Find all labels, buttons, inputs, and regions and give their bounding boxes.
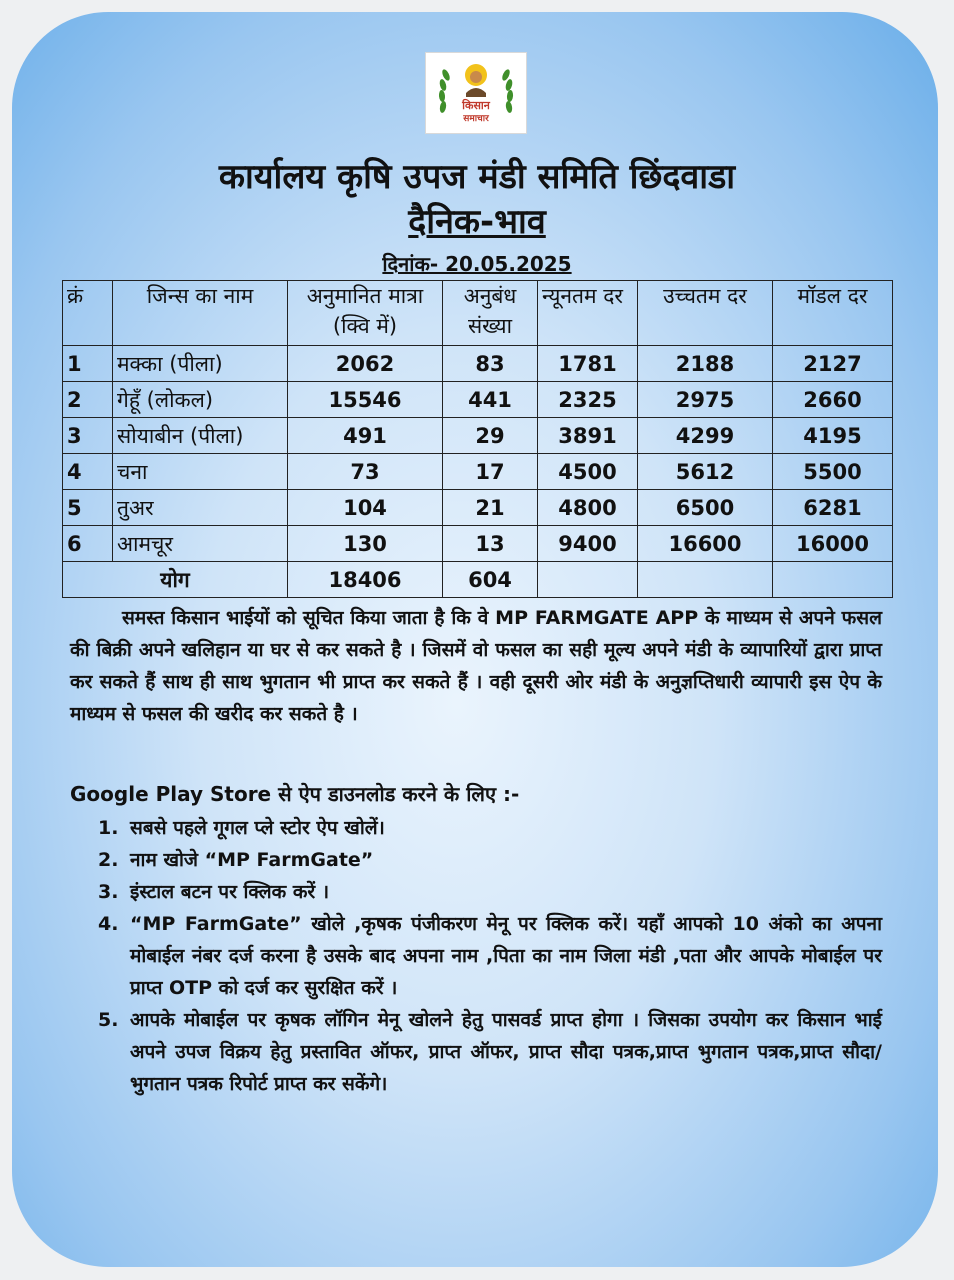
column-header: मॉडल दर	[773, 281, 893, 346]
modal-rate-cell: 16000	[773, 526, 893, 562]
step-text: सबसे पहले गूगल प्ले स्टोर ऐप खोलें।	[130, 817, 385, 839]
empty-cell	[638, 562, 773, 598]
column-header: अनुमानित मात्रा (क्वि में)	[288, 281, 443, 346]
list-item	[98, 844, 882, 876]
column-header: क्रं	[63, 281, 113, 346]
column-header: अनुबंध संख्या	[443, 281, 538, 346]
commodity-cell: चना	[113, 454, 288, 490]
commodity-cell: सोयाबीन (पीला)	[113, 418, 288, 454]
table-header-row	[63, 281, 893, 346]
serial-cell: 4	[63, 454, 113, 490]
modal-rate-cell: 2127	[773, 346, 893, 382]
total-contracts: 604	[443, 562, 538, 598]
max-rate-cell: 6500	[638, 490, 773, 526]
kisan-samachar-logo	[425, 52, 527, 134]
modal-rate-cell: 6281	[773, 490, 893, 526]
commodity-cell: आमचूर	[113, 526, 288, 562]
quantity-cell: 15546	[288, 382, 443, 418]
step-text: आपके मोबाईल पर कृषक लॉगिन मेनू खोलने हेतु पासवर्ड प्राप्त होगा । जिसका उपयोग कर किसान भाई अपने उपज विक्रय हेतु प्रस्तावित ऑफर, प्राप्त ऑफर, प्राप्त सौदा पत्रक,प्राप्त भुगतान पत्रक,प्राप्त सौदा/भुगतान पत्रक रिपोर्ट प्राप्त कर सकेंगे।	[130, 1009, 882, 1095]
total-label: योग	[63, 562, 288, 598]
quantity-cell: 73	[288, 454, 443, 490]
commodity-cell: मक्का (पीला)	[113, 346, 288, 382]
quantity-cell: 130	[288, 526, 443, 562]
max-rate-cell: 5612	[638, 454, 773, 490]
min-rate-cell: 1781	[538, 346, 638, 382]
list-item	[98, 908, 882, 1004]
table-row	[63, 346, 893, 382]
daily-rates-table	[62, 280, 893, 598]
modal-rate-cell: 4195	[773, 418, 893, 454]
contracts-cell: 29	[443, 418, 538, 454]
column-header: जिन्स का नाम	[113, 281, 288, 346]
step-number: 3.	[98, 881, 119, 903]
empty-cell	[538, 562, 638, 598]
step-text: “MP FarmGate” खोले ,कृषक पंजीकरण मेनू पर क्लिक करें। यहाँ आपको 10 अंको का अपना मोबाईल नंबर दर्ज करना है उसके बाद अपना नाम ,पिता का नाम जिला मंडी ,पता और आपके मोबाईल पर प्राप्त OTP को दर्ज कर सुरक्षित करें ।	[130, 913, 882, 999]
farmgate-notice: समस्त किसान भाईयों को सूचित किया जाता है कि वे MP FARMGATE APP के माध्यम से अपने फसल की बिक्री अपने खलिहान या घर से कर सकते है । जिसमें वो फसल का सही मूल्य अपने मंडी के व्यापारियों द्वारा प्राप्त कर सकते हैं साथ ही साथ भुगतान भी प्राप्त कर सकते हैं । वही दूसरी ओर मंडी के अनुज्ञप्तिधारी व्यापारी इस ऐप के माध्यम से फसल की खरीद कर सकते है ।	[70, 607, 882, 725]
logo-line2: समाचार	[463, 114, 489, 124]
min-rate-cell: 4500	[538, 454, 638, 490]
logo-line1: किसान	[462, 99, 490, 112]
download-instructions-heading: Google Play Store से ऐप डाउनलोड करने के लिए :-	[70, 782, 520, 806]
step-number: 2.	[98, 849, 119, 871]
table-row	[63, 490, 893, 526]
step-text: इंस्टाल बटन पर क्लिक करें ।	[130, 881, 330, 903]
list-item	[98, 876, 882, 908]
step-number: 1.	[98, 817, 119, 839]
contracts-cell: 21	[443, 490, 538, 526]
modal-rate-cell: 2660	[773, 382, 893, 418]
table-row	[63, 454, 893, 490]
min-rate-cell: 2325	[538, 382, 638, 418]
serial-cell: 5	[63, 490, 113, 526]
quantity-cell: 104	[288, 490, 443, 526]
contracts-cell: 83	[443, 346, 538, 382]
column-header: उच्चतम दर	[638, 281, 773, 346]
min-rate-cell: 4800	[538, 490, 638, 526]
step-number: 5.	[98, 1009, 119, 1031]
empty-cell	[773, 562, 893, 598]
quantity-cell: 2062	[288, 346, 443, 382]
step-number: 4.	[98, 913, 119, 935]
page-title: कार्यालय कृषि उपज मंडी समिति छिंदवाडा	[218, 157, 736, 197]
download-steps-list	[98, 812, 882, 1100]
quantity-cell: 491	[288, 418, 443, 454]
column-header: न्यूनतम दर	[538, 281, 638, 346]
commodity-cell: तुअर	[113, 490, 288, 526]
serial-cell: 6	[63, 526, 113, 562]
serial-cell: 3	[63, 418, 113, 454]
total-row	[63, 562, 893, 598]
serial-cell: 2	[63, 382, 113, 418]
serial-cell: 1	[63, 346, 113, 382]
modal-rate-cell: 5500	[773, 454, 893, 490]
list-item	[98, 1004, 882, 1100]
report-date: दिनांक- 20.05.2025	[382, 252, 572, 276]
min-rate-cell: 3891	[538, 418, 638, 454]
min-rate-cell: 9400	[538, 526, 638, 562]
max-rate-cell: 2975	[638, 382, 773, 418]
contracts-cell: 441	[443, 382, 538, 418]
max-rate-cell: 2188	[638, 346, 773, 382]
total-quantity: 18406	[288, 562, 443, 598]
page-subtitle: दैनिक-भाव	[408, 202, 546, 242]
step-text: नाम खोजे “MP FarmGate”	[130, 849, 374, 871]
contracts-cell: 13	[443, 526, 538, 562]
table-row	[63, 526, 893, 562]
list-item	[98, 812, 882, 844]
table-row	[63, 418, 893, 454]
table-row	[63, 382, 893, 418]
max-rate-cell: 4299	[638, 418, 773, 454]
max-rate-cell: 16600	[638, 526, 773, 562]
contracts-cell: 17	[443, 454, 538, 490]
commodity-cell: गेहूँ (लोकल)	[113, 382, 288, 418]
